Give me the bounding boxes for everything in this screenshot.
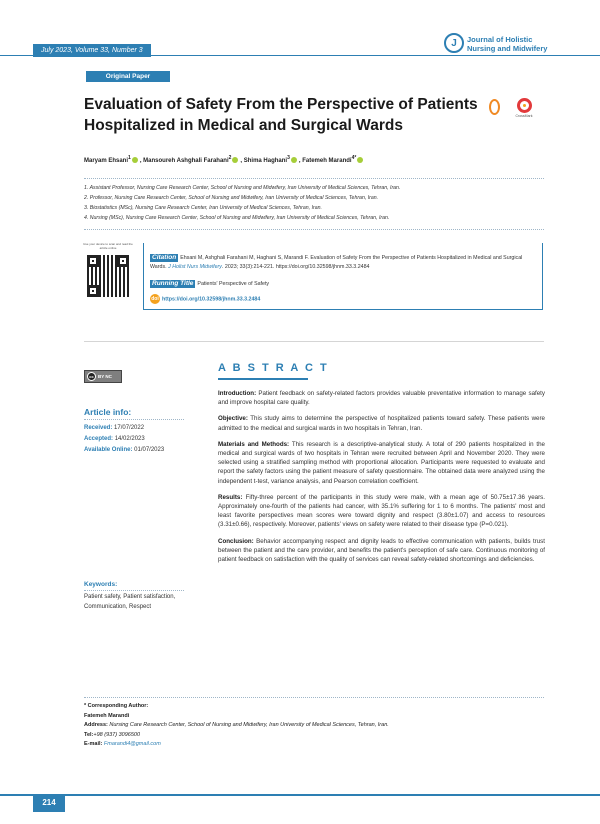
online-row — [84, 445, 164, 456]
journal-logo-icon: J — [444, 33, 464, 53]
journal-name — [467, 35, 547, 53]
paper-title: Evaluation of Safety From the Perspective of Patients Hospitalized in Medical and Surgical Wards — [84, 96, 478, 134]
author-name: Maryam Ehsani — [84, 158, 129, 164]
abstract-section — [218, 493, 545, 530]
author-name: Fatemeh Marandi — [302, 158, 352, 164]
doi-url[interactable]: https://doi.org/10.32598/jhnm.33.3.2484 — [162, 296, 261, 303]
section-text: This research is a descriptive-analytical study. A total of 290 patients hospitalized in the medical and surgical wards of two hospitals in Tehran were recruited between April and November 2020. They were selected using a stratified sampling method with proportional allocation. Participants were requested to evaluate and report the safety factors using the patient measure of safety questionnaire. The obtained data were analyzed using the independent t-test, variance analysis, and Pearson correlation coefficient. — [218, 440, 545, 485]
qr-finder — [87, 255, 99, 267]
section-text: This study aims to determine the perspective of hospitalized patients toward safety. These patients were admitted to the medical and surgical wards in two hospitals in Tehran, Iran. — [218, 415, 546, 432]
journal-name-line1: Journal of Holistic — [467, 35, 533, 44]
online-label: Available Online: — [84, 447, 133, 453]
keywords-heading: Keywords: — [84, 581, 118, 588]
received-date: 17/07/2022 — [114, 425, 145, 431]
orcid-icon[interactable] — [357, 157, 363, 163]
doi-icon: doi — [151, 296, 159, 302]
citation-text: Ehsani M, Ashghali Farahani M, Haghani S, Marandi F. Evaluation of Safety From the Perspective of Patients Hospitalized in Medical and Surgical Wards. — [150, 255, 523, 270]
qr-finder — [117, 255, 129, 267]
author-name: Shima Haghani — [243, 158, 288, 164]
received-row — [84, 423, 164, 434]
footer-rule — [0, 794, 600, 796]
doi-link[interactable] — [150, 294, 260, 304]
affiliations — [84, 183, 544, 223]
header-rule — [0, 55, 600, 56]
keywords-text: Patient safety, Patient satisfaction, Communication, Respect — [84, 594, 176, 610]
divider — [84, 590, 184, 591]
author-name: Mansoureh Ashghali Farahani — [143, 158, 229, 164]
address-row — [84, 721, 544, 731]
running-title-label: Running Title — [152, 280, 194, 287]
corresponding-author — [84, 702, 544, 750]
address-label: Address: — [84, 722, 108, 728]
article-dates — [84, 423, 164, 456]
citation-journal[interactable]: J Holist Nurs Midwifery — [168, 263, 222, 270]
orcid-icon[interactable] — [291, 157, 297, 163]
author-list: Maryam Ehsani$^1$ , Mansoureh Ashghali Farahani$^2$ , Shima Haghani$^3$ , Fatemeh Marandi$^{4*}$ — [84, 155, 365, 164]
address-text: Nursing Care Research Center, School of Nursing and Midwifery, Iran University of Medical Sciences, Tehran, Iran. — [109, 722, 389, 728]
email-link[interactable]: Fmarandi4@gmail.com — [103, 741, 161, 747]
open-access-icon[interactable] — [489, 99, 500, 115]
author-sup: 1 — [128, 155, 131, 161]
abstract-body — [218, 389, 545, 571]
running-title — [150, 280, 269, 288]
section-text: Behavior accompanying respect and dignity leads to effective communication with patients, builds trust between the patient and the care provider, and benefits the patient's perception of safe care. Continuous monitoring of patient feedback on satisfaction with the quality of services can reveal safety-related shortcomings and deficiencies. — [218, 537, 545, 564]
citation-tail: . 2023; 33(3):214-221. https://doi.org/10.32598/jhnm.33.3.2484 — [221, 263, 370, 270]
issue-label: July 2023, Volume 33, Number 3 — [33, 44, 151, 57]
section-text: Patient feedback on safety-related factors provides valuable preventative information to manage safety and improve hospital care quality. — [218, 390, 545, 407]
corresponding-heading: * Corresponding Author: — [84, 703, 149, 709]
section-label: Conclusion: — [218, 537, 254, 545]
abstract-section — [218, 537, 545, 565]
online-date: 01/07/2023 — [134, 447, 165, 453]
qr-code-block — [80, 242, 136, 316]
orcid-icon[interactable] — [232, 157, 238, 163]
received-label: Received: — [84, 425, 113, 431]
article-info-heading: Article info: — [84, 407, 132, 417]
accepted-date: 14/02/2023 — [114, 436, 145, 442]
qr-caption: Use your device to scan and read the article online — [83, 242, 133, 250]
abstract-section — [218, 389, 545, 407]
divider — [84, 697, 544, 698]
divider — [84, 341, 544, 342]
citation — [150, 254, 530, 271]
abstract-section — [218, 440, 545, 486]
abstract-section — [218, 414, 545, 432]
corresponding-name: Fatemeh Marandi — [84, 712, 130, 719]
affiliation: 3. Biostatistics (MSc), Nursing Care Research Center, Iran University of Medical Sciences, Tehran, Iran. — [84, 205, 322, 211]
orcid-icon[interactable] — [132, 157, 138, 163]
email-label: E-mail: — [84, 741, 103, 747]
section-label: Results: — [218, 493, 243, 501]
section-label: Materials and Methods: — [218, 440, 290, 448]
affiliation: 1. Assistant Professor, Nursing Care Research Center, School of Nursing and Midwifery, Iran University of Medical Sciences, Tehran, Iran. — [84, 185, 401, 191]
accepted-label: Accepted: — [84, 436, 114, 442]
author-sup: 3 — [287, 155, 290, 161]
divider — [84, 229, 544, 230]
section-label: Introduction: — [218, 390, 257, 397]
tel-number: +98 (937) 3096500 — [93, 731, 141, 738]
affiliation: 2. Professor, Nursing Care Research Center, School of Nursing and Midwifery, Iran University of Medical Sciences, Tehran, Iran. — [84, 195, 379, 201]
tel-row — [84, 731, 544, 741]
crossmark-label: CrossMark — [515, 114, 533, 118]
abstract-underline — [218, 378, 308, 380]
email-row — [84, 740, 544, 750]
article-type-badge: Original Paper — [86, 71, 170, 82]
divider — [84, 419, 184, 420]
abstract-heading: A B S T R A C T — [218, 362, 329, 374]
section-label: Objective: — [218, 415, 248, 423]
qr-code-icon[interactable] — [87, 255, 129, 297]
cc-icon: cc — [87, 372, 96, 381]
license-text: BY NC — [98, 374, 112, 379]
cc-license-badge[interactable] — [84, 370, 122, 383]
section-text: Fifty-three percent of the participants in this study were male, with a mean age of 50.75±17.36 years. Approximately one-fourth of the patients had cancer, with 35.1% suffering for 1 to 6 months. The patients' most and least favorite perspectives mean scores were toward dignity and respect (3.80±1.07) and access to resources (3.31±0.66), respectively. Moreover, patients' views on safety were related to their disease type (P=0.021). — [218, 493, 545, 529]
page-number: 214 — [33, 794, 65, 812]
running-title-text: Patients' Perspective of Safety — [197, 281, 270, 287]
affiliation: 4. Nursing (MSc), Nursing Care Research Center, School of Nursing and Midwifery, Iran University of Medical Sciences, Tehran, Iran. — [84, 215, 390, 221]
author-sup: 2 — [228, 155, 232, 161]
crossmark-icon[interactable] — [513, 98, 535, 124]
accepted-row — [84, 434, 164, 445]
journal-name-line2: Nursing and Midwifery — [467, 44, 548, 53]
divider — [84, 178, 544, 179]
qr-finder — [87, 285, 99, 297]
tel-label: Tel: — [84, 731, 94, 738]
author-sup: 4* — [351, 155, 357, 161]
crossmark-ring — [517, 98, 532, 113]
citation-label: Citation — [152, 254, 177, 261]
